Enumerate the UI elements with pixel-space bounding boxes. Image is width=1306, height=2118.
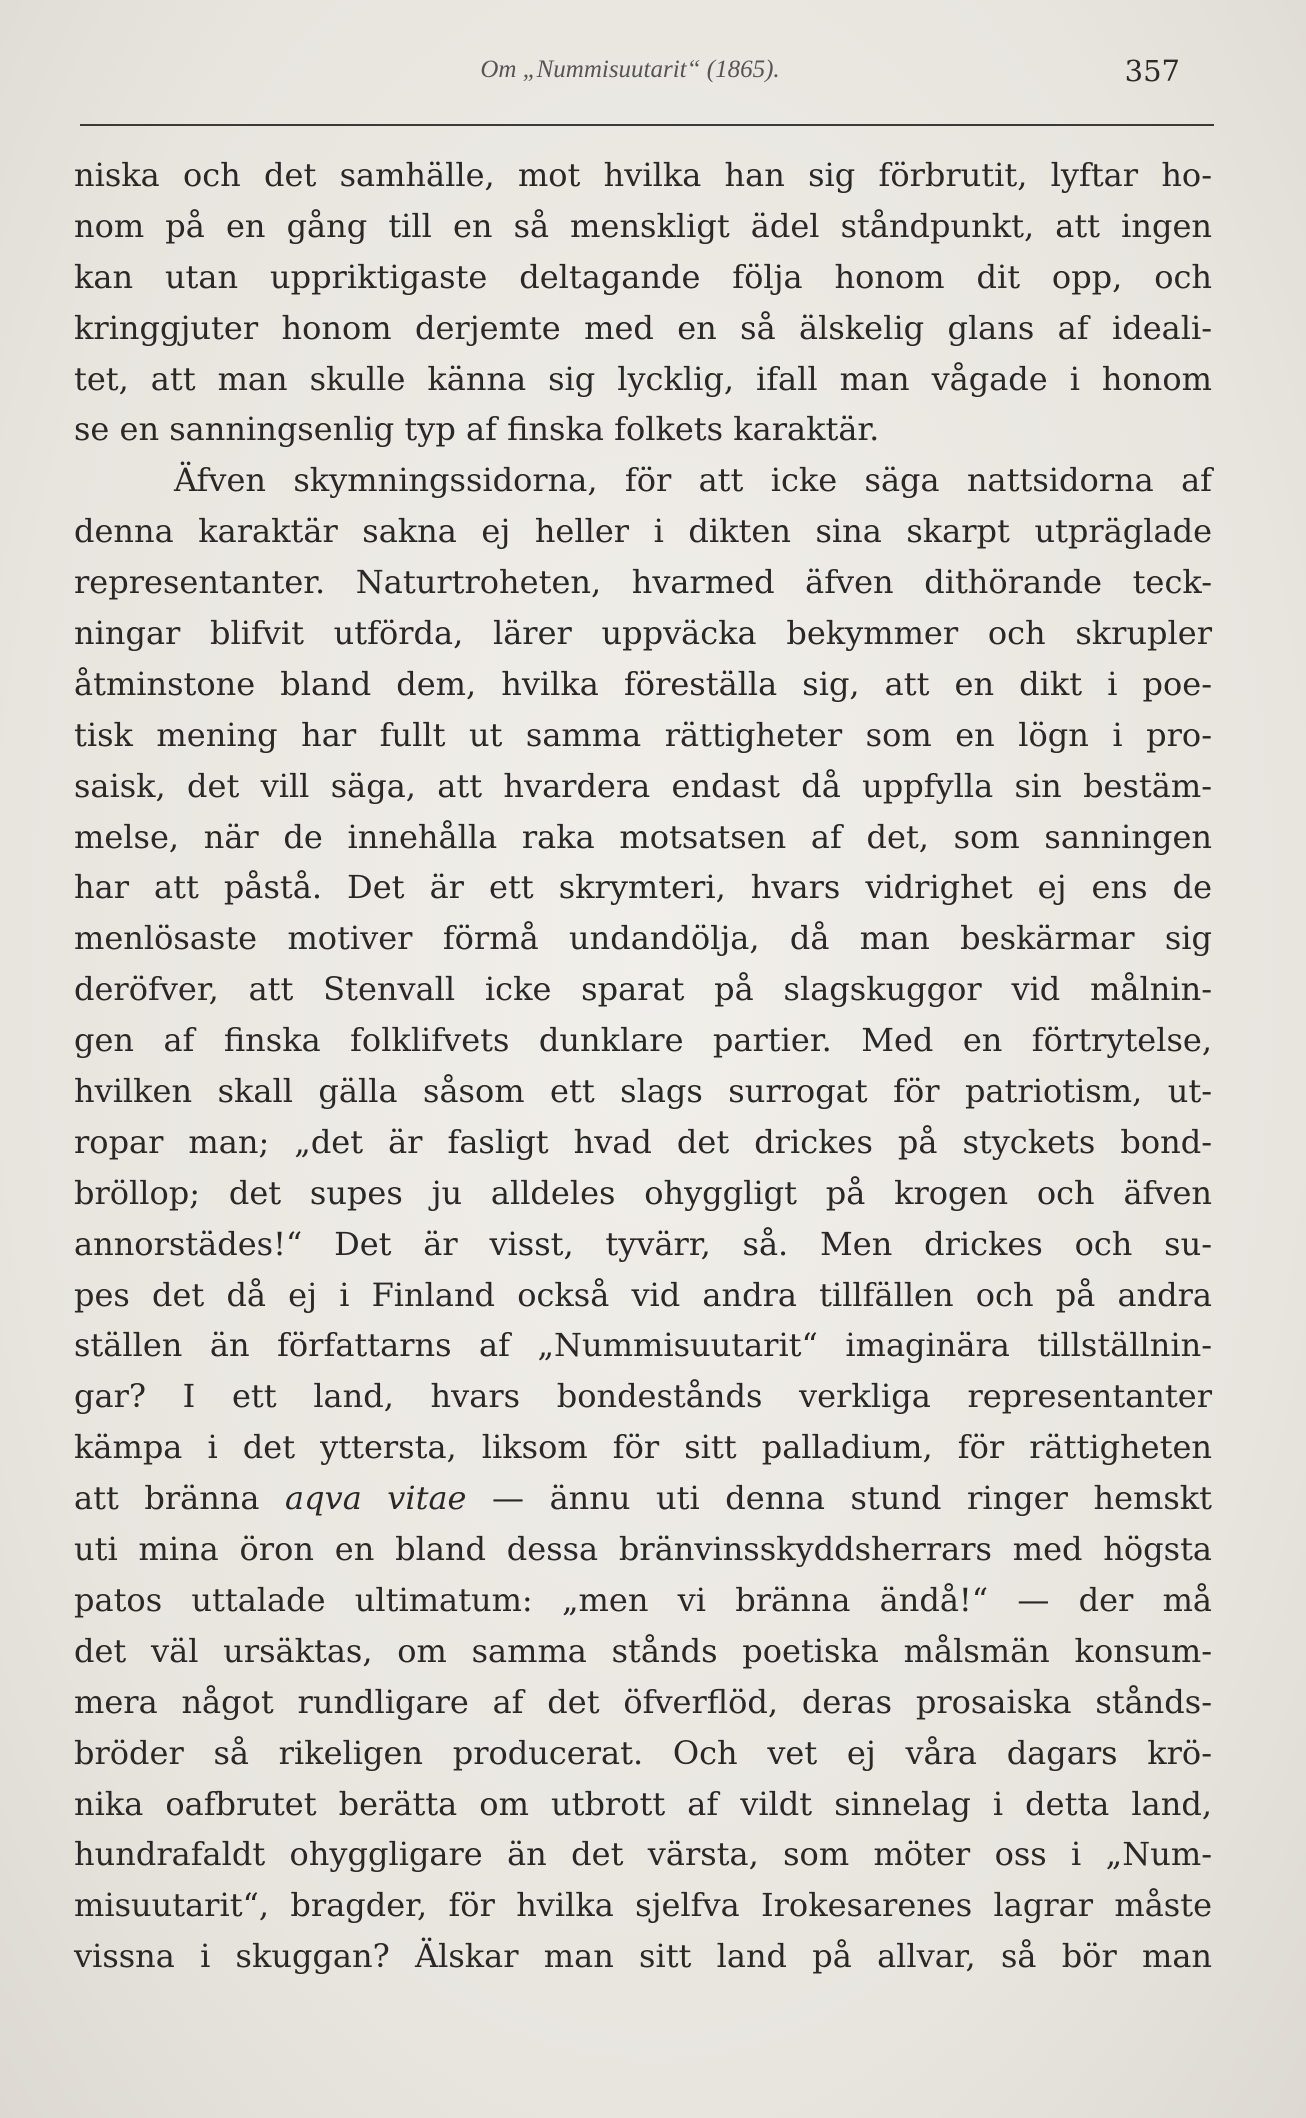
text-line: tisk mening har fullt ut samma rättigheter som en lögn i pro- [74,715,1212,754]
text-line: bröder så rikeligen producerat. Och vet ej våra dagars krö- [74,1733,1212,1772]
text-line: har att påstå. Det är ett skrymteri, hvars vidrighet ej ens de [74,868,1212,907]
text-line: vissna i skuggan? Älskar man sitt land på allvar, så bör man [74,1937,1212,1976]
running-head [80,52,1180,102]
text-line: uti mina öron en bland dessa bränvinsskyddsherrars med högsta [74,1530,1212,1569]
text-segment: — ännu uti denna stund ringer hemskt [466,1479,1213,1518]
text-line: gar? I ett land, hvars bondestånds verkliga representanter [74,1377,1212,1416]
text-line: det väl ursäktas, om samma stånds poetiska målsmän konsum- [74,1631,1212,1670]
text-line: hvilken skall gälla såsom ett slags surrogat för patriotism, ut- [74,1072,1212,1111]
text-line: denna karaktär sakna ej heller i dikten sina skarpt utpräglade [74,512,1212,551]
text-line: bröllop; det supes ju alldeles ohyggligt på krogen och äfven [74,1173,1212,1212]
text-line: menlösaste motiver förmå undandölja, då man beskärmar sig [74,919,1212,958]
text-line: ställen än författarns af „Nummisuutarit“ imaginära tillställnin- [74,1326,1212,1365]
text-line: ningar blifvit utförda, lärer uppväcka bekymmer och skrupler [74,614,1212,653]
text-line: mera något rundligare af det öfverflöd, deras prosaiska stånds- [74,1682,1212,1721]
running-title: Om „Nummisuutarit“ (1865). [480,56,780,83]
text-line: pes det då ej i Finland också vid andra tillfällen och på andra [74,1275,1212,1314]
text-line: kan utan uppriktigaste deltagande följa honom dit opp, och [74,257,1212,296]
text-line: saisk, det vill säga, att hvardera endast då uppfylla sin bestäm- [74,766,1212,805]
text-line: Äfven skymningssidorna, för att icke säga nattsidorna af [174,461,1212,500]
page-number: 357 [1124,54,1180,88]
text-line: patos uttalade ultimatum: „men vi bränna ändå!“ — der må [74,1580,1212,1619]
text-line: se en sanningsenlig typ af finska folkets karaktär. [74,410,880,449]
text-line: niska och det samhälle, mot hvilka han sig förbrutit, lyftar ho- [74,156,1212,194]
header-rule [80,124,1214,126]
text-line-with-italic [74,1473,1212,1524]
italic-phrase: aqva vitae [285,1479,467,1518]
text-line: tet, att man skulle känna sig lycklig, ifall man vågade i honom [74,359,1212,398]
text-line: deröfver, att Stenvall icke sparat på slagskuggor vid målnin- [74,970,1212,1009]
text-segment: att bränna [74,1479,286,1518]
text-line: melse, när de innehålla raka motsatsen af det, som sanningen [74,817,1212,856]
text-line: kringgjuter honom derjemte med en så älskelig glans af ideali- [74,308,1212,347]
text-line: åtminstone bland dem, hvilka föreställa sig, att en dikt i poe- [74,664,1212,703]
text-line: gen af finska folklifvets dunklare partier. Med en förtrytelse, [74,1021,1212,1060]
text-line: annorstädes!“ Det är visst, tyvärr, så. Men drickes och su- [74,1224,1212,1263]
text-line: kämpa i det yttersta, liksom för sitt palladium, för rättigheten [74,1428,1212,1467]
body-text [74,150,1212,1982]
text-line: misuutarit“, bragder, för hvilka sjelfva Irokesarenes lagrar måste [74,1886,1212,1925]
text-line: ropar man; „det är fasligt hvad det drickes på styckets bond- [74,1122,1212,1161]
text-line: nika oafbrutet berätta om utbrott af vildt sinnelag i detta land, [74,1784,1212,1823]
text-line: representanter. Naturtroheten, hvarmed äfven dithörande teck- [74,563,1212,602]
text-line: hundrafaldt ohyggligare än det värsta, som möter oss i „Num- [74,1835,1212,1874]
text-line: nom på en gång till en så menskligt ädel ståndpunkt, att ingen [74,206,1212,245]
